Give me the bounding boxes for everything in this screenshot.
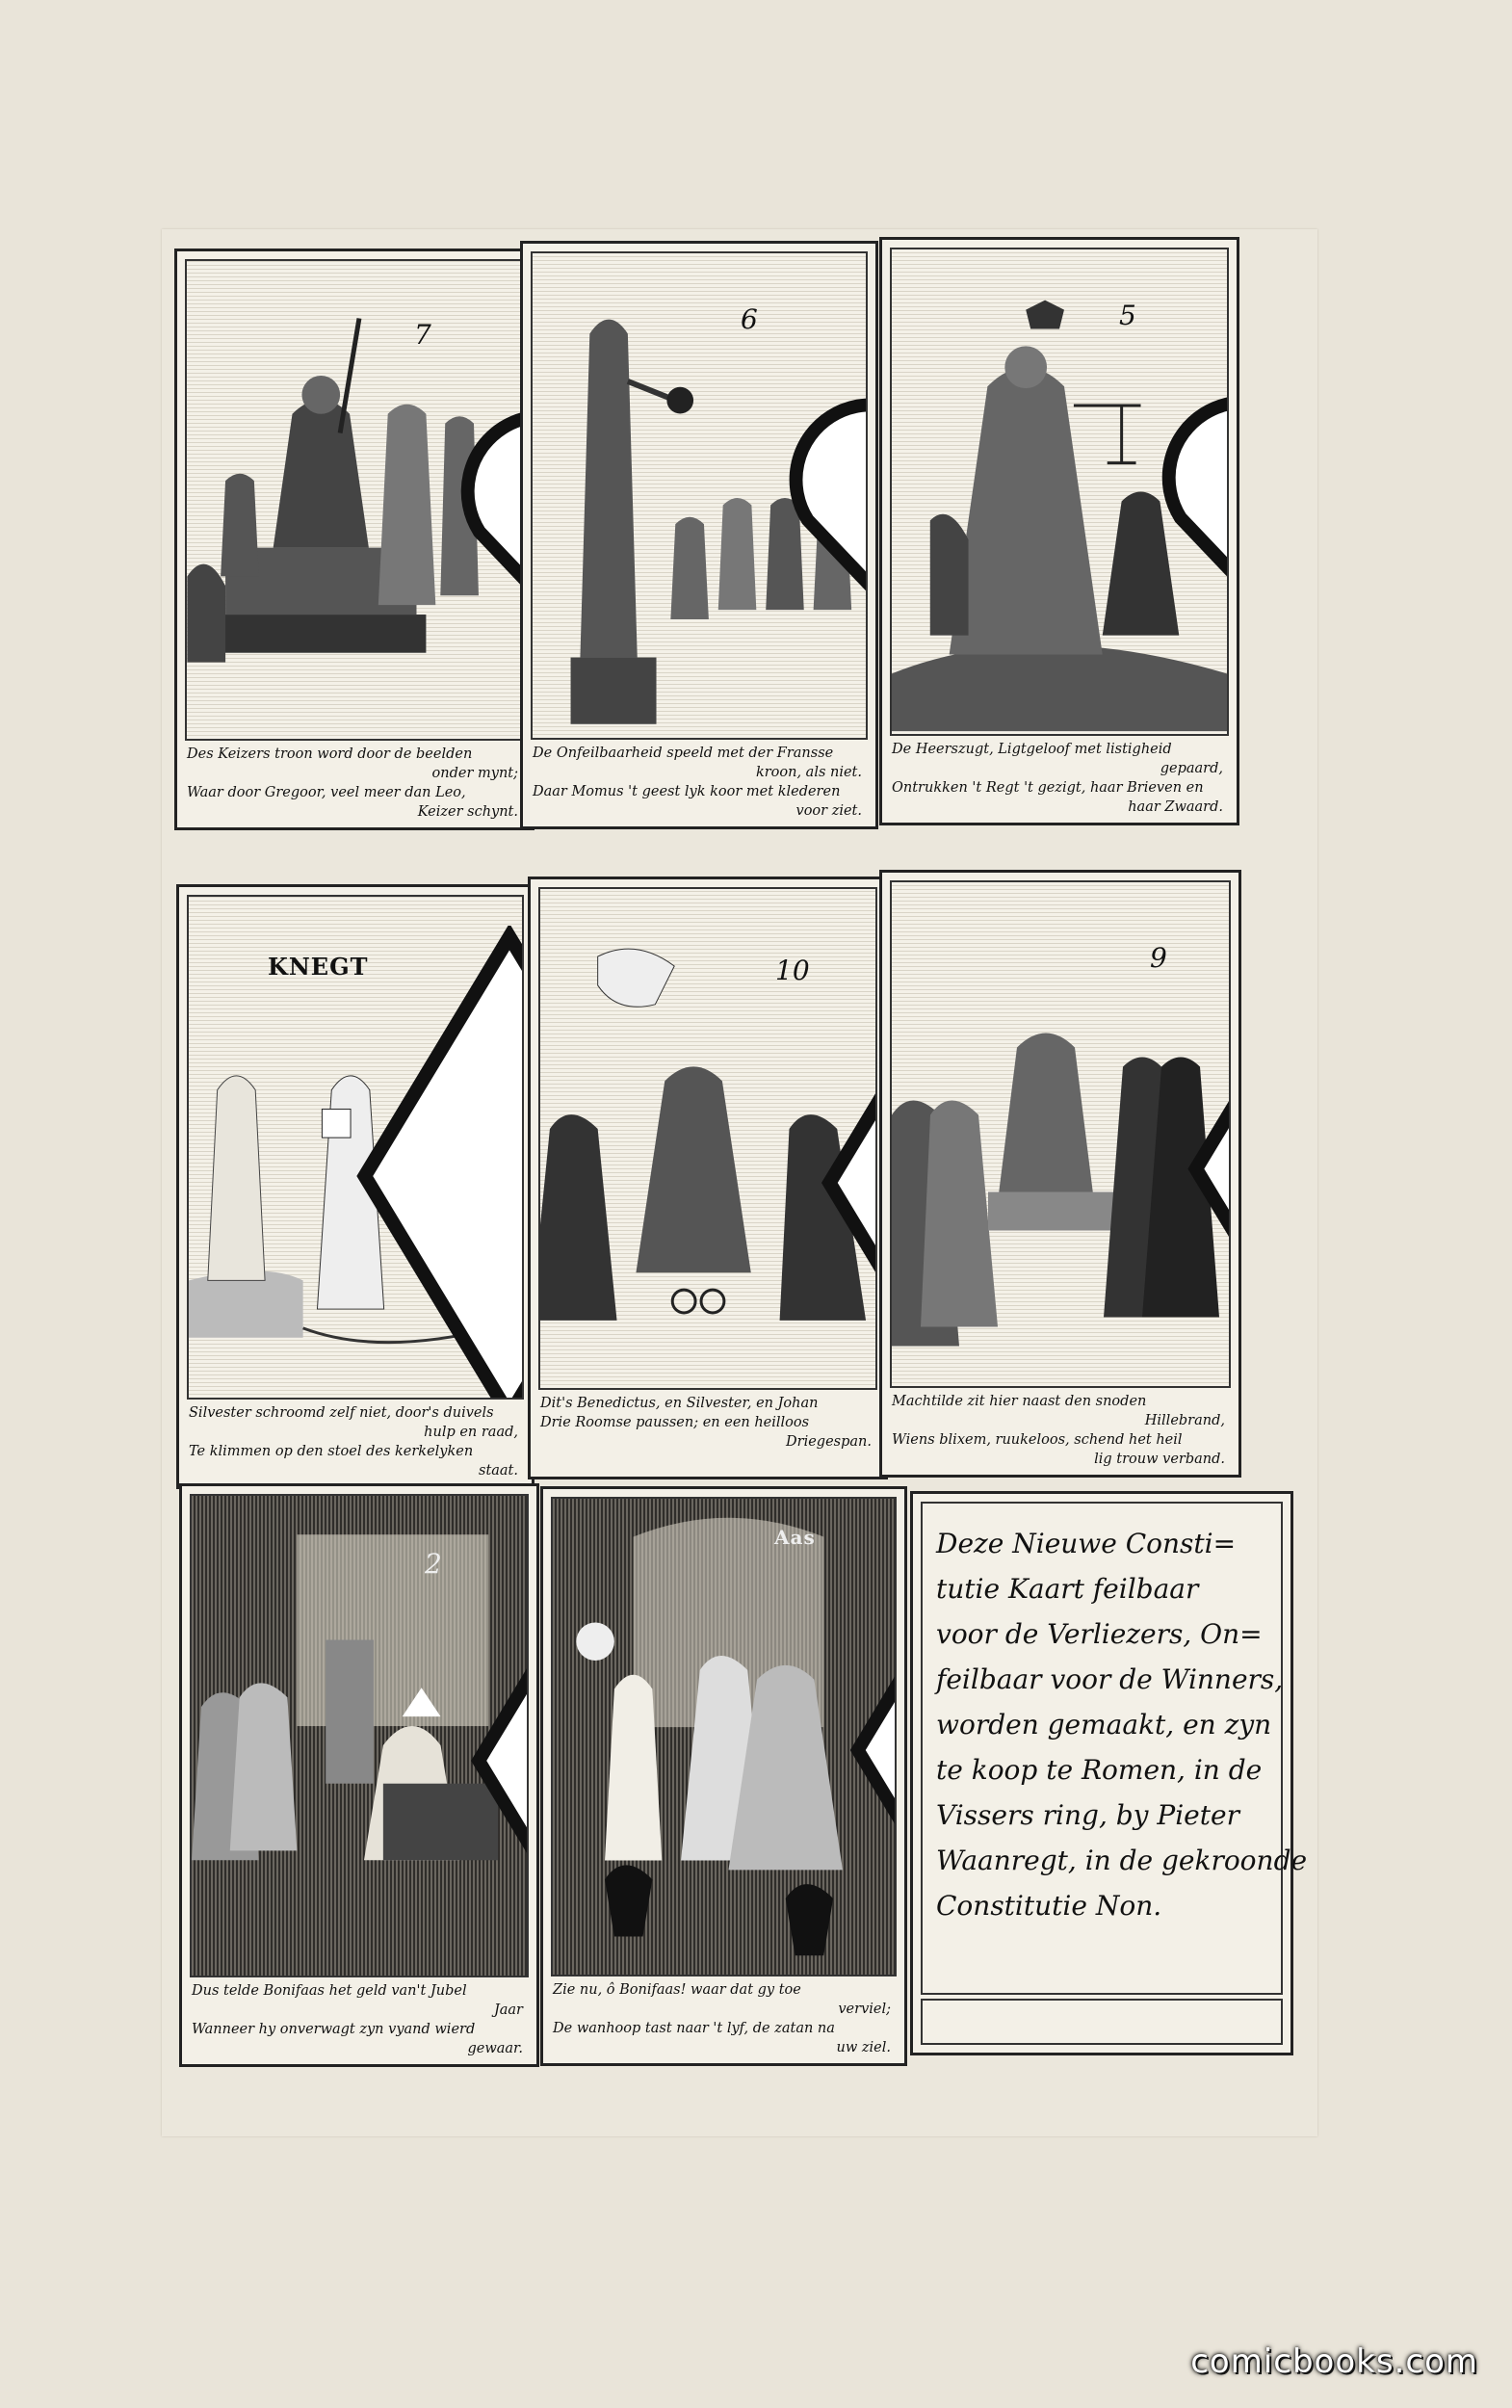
card-caption: Silvester schroomd zelf niet, door's duivels hulp en raad, Te klimmen op den stoel des kerkelyken staat. [189, 1405, 518, 1479]
engraving-scene-bonifaas-gold [190, 1494, 529, 1977]
title-card-text: Deze Nieuwe Consti= tutie Kaart feilbaar voor de Verliezers, On= feilbaar voor de Winners, worden gemaakt, en zyn te koop te Romen, in de Vissers ring, by Pieter Waanregt, in de gekroonde Constitutie Non. [921, 1502, 1283, 1995]
engraving-scene-justice [890, 248, 1229, 736]
card-nine-of-diamonds [879, 870, 1241, 1478]
diamond-icon [806, 933, 877, 1390]
card-rank: 7 [414, 319, 431, 351]
card-six-of-hearts [520, 241, 878, 829]
heart-icon [768, 284, 868, 740]
diamond-icon [343, 926, 524, 1400]
card-five-of-hearts [879, 237, 1239, 825]
card-seven-of-hearts [174, 249, 534, 830]
title-card-footer-box [921, 1999, 1283, 2045]
card-caption: De Heerszugt, Ligtgeloof met listigheid gepaard, Ontrukken 't Regt 't gezigt, haar Brieven en haar Zwaard. [892, 742, 1223, 815]
title-card [910, 1491, 1308, 2055]
heart-icon [439, 300, 524, 741]
card-rank: 5 [1119, 300, 1136, 331]
engraving-scene-despair [551, 1497, 897, 1976]
diamond-icon [450, 1521, 529, 1977]
diamond-icon [1173, 917, 1231, 1388]
card-rank: 9 [1150, 942, 1167, 974]
card-caption: Dit's Benedictus, en Silvester, en Johan Drie Roomse paussen; en een heilloos Driegespan. [540, 1396, 872, 1450]
engraving-scene-throne [185, 259, 524, 741]
card-rank: KNEGT [268, 953, 369, 981]
card-caption: Des Keizers troon word door de beelden onder mynt; Waar door Gregoor, veel meer dan Leo, Keizer schynt. [187, 746, 518, 820]
card-two-of-diamonds [179, 1483, 539, 2067]
card-knave-of-diamonds [176, 884, 534, 1489]
engraving-scene-three-popes [538, 887, 877, 1390]
heart-icon [1140, 282, 1229, 736]
card-ten-of-diamonds [528, 877, 888, 1479]
engraving-scene-infallibility [531, 251, 868, 740]
card-rank: 10 [775, 955, 810, 986]
card-caption: Machtilde zit hier naast den snoden Hillebrand, Wiens blixem, ruukeloos, schend het heil lig trouw verband. [892, 1394, 1225, 1467]
card-caption: Dus telde Bonifaas het geld van't Jubel Jaar Wanneer hy onverwagt zyn vyand wierd gewaar. [192, 1983, 523, 2056]
card-caption: Zie nu, ô Bonifaas! waar dat gy toe verviel; De wanhoop tast naar 't lyf, de zatan na uw ziel. [553, 1982, 891, 2055]
watermark: comicbooks.com [1190, 2343, 1478, 2381]
card-caption: De Onfeilbaarheid speeld met der Fransse kroon, als niet. Daar Momus 't geest lyk koor met klederen voor ziet. [533, 746, 862, 819]
card-rank: 2 [425, 1548, 442, 1580]
diamond-icon [824, 1512, 897, 1976]
card-ace-of-diamonds [540, 1486, 907, 2066]
engraving-scene-machtilde [890, 880, 1231, 1388]
engraving-scene-silvester [187, 895, 524, 1400]
card-rank: 6 [741, 303, 758, 335]
card-rank: Aas [774, 1526, 816, 1549]
